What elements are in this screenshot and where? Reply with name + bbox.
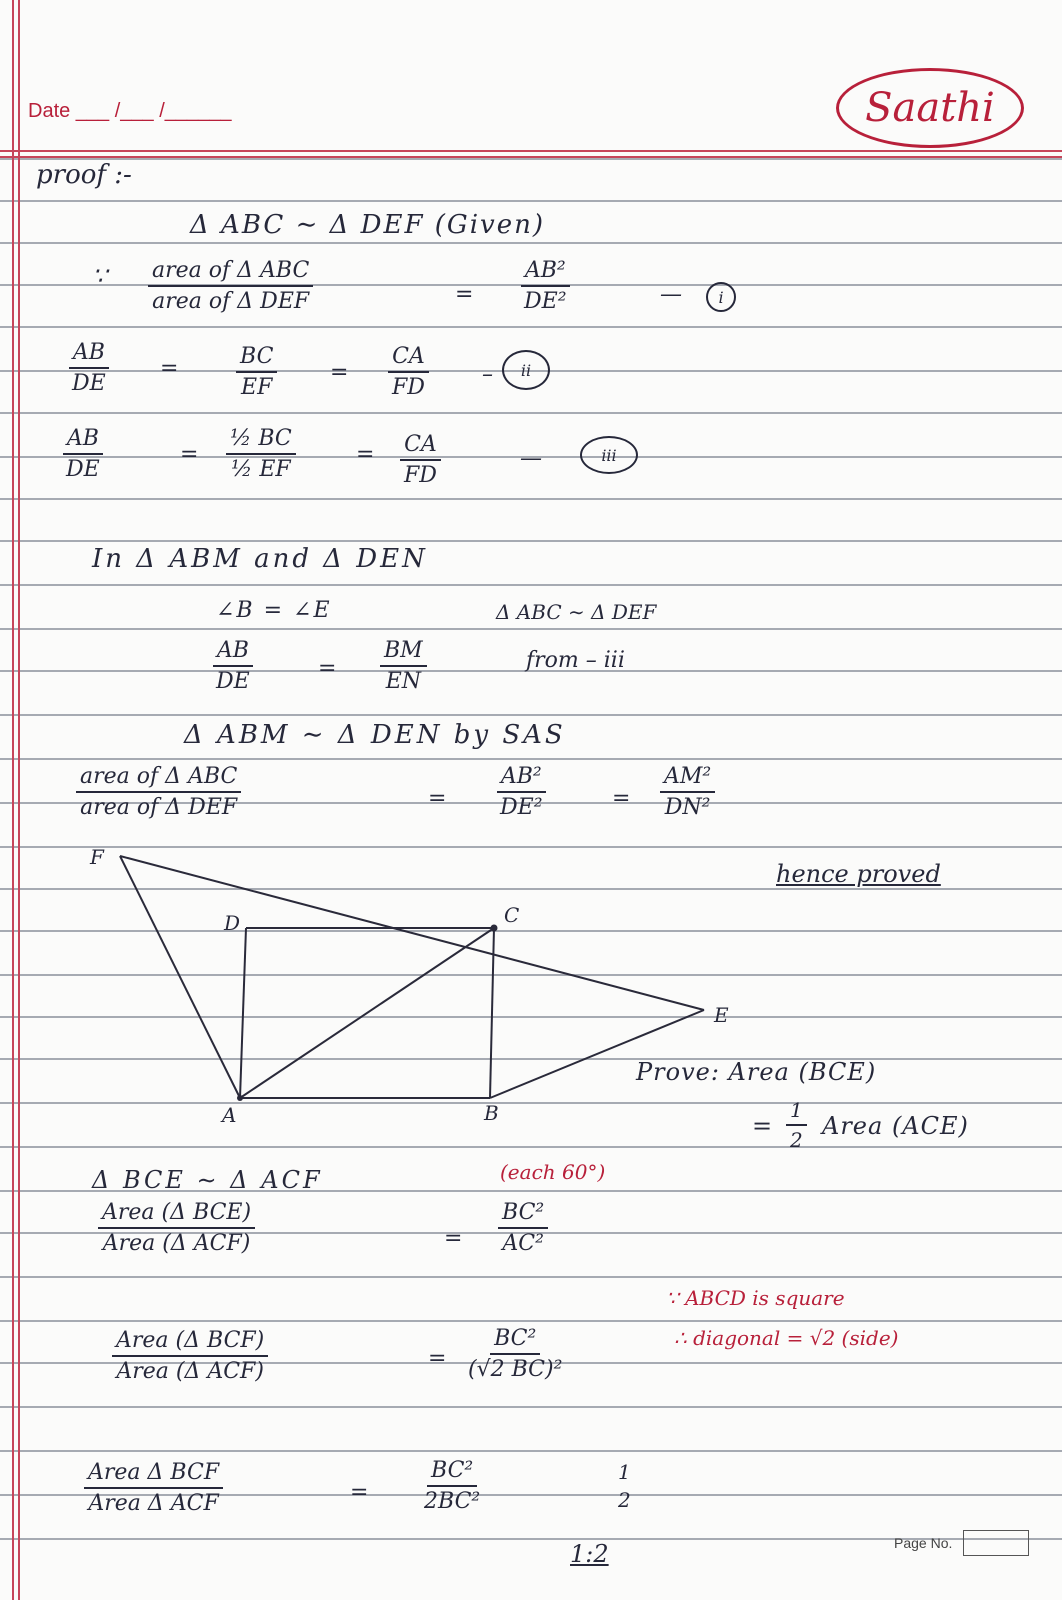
denominator: area of Δ DEF [80, 795, 238, 820]
point-c [491, 925, 498, 932]
numerator: AB [213, 638, 253, 667]
numerator: 1 [786, 1098, 807, 1126]
numerator: CA [388, 344, 429, 373]
equals-sign: = [180, 442, 199, 467]
denominator: FD [404, 463, 437, 488]
numerator: 1 [618, 1460, 631, 1484]
equals-sign: = [160, 356, 179, 381]
hence-proved: hence proved [776, 860, 941, 888]
equals-sign: = [455, 282, 474, 307]
numerator: BC [236, 344, 277, 373]
segment-fa [120, 856, 240, 1098]
denominator: AC² [502, 1231, 544, 1256]
equals-sign: = [350, 1480, 369, 1505]
reference-note: from – iii [526, 648, 625, 673]
label-d: D [224, 911, 241, 935]
segment-da [240, 928, 246, 1098]
numerator: AM² [660, 764, 715, 793]
label-a: A [222, 1103, 237, 1127]
denominator: EN [385, 669, 421, 694]
numerator: Area (Δ BCE) [98, 1200, 255, 1229]
denominator: DE² [500, 795, 543, 820]
final-ratio: 1:2 [570, 1540, 609, 1568]
denominator: ½ EF [231, 457, 291, 482]
area-ratio-fraction [84, 1460, 223, 1516]
angle-note: (each 60°) [500, 1160, 606, 1184]
because-symbol: ∵ [92, 262, 108, 290]
proof-title: proof :- [36, 160, 132, 190]
half-fraction [786, 1098, 807, 1152]
numerator: area of Δ ABC [76, 764, 241, 793]
dash: — [520, 446, 542, 471]
equals-sign: = [444, 1226, 463, 1251]
date-field: Date ___ /___ /______ [28, 100, 232, 122]
fraction-bc2-ac2 [498, 1200, 548, 1256]
equation-tag-1: i [706, 282, 736, 312]
equation-tag-2: ii [502, 350, 550, 390]
numerator: ½ BC [226, 426, 296, 455]
numerator: BM [380, 638, 427, 667]
denominator: EF [241, 375, 273, 400]
label-e: E [714, 1003, 729, 1027]
result-fraction [614, 1460, 635, 1512]
fraction-bc2-2bc2 [420, 1458, 484, 1514]
equals-sign: = [428, 1346, 447, 1371]
denominator: (√2 BC)² [468, 1357, 563, 1382]
equals-sign: = [318, 656, 337, 681]
equals-sign: = [428, 786, 447, 811]
denominator: 2BC² [424, 1489, 481, 1514]
area-ratio-fraction [112, 1328, 268, 1384]
denominator: DN² [664, 795, 711, 820]
similarity-sas: Δ ABM ∼ Δ DEN by SAS [184, 720, 566, 750]
numerator: BC² [490, 1326, 540, 1355]
denominator: DE [216, 669, 250, 694]
denominator: DE [72, 371, 106, 396]
denominator: 2 [618, 1488, 631, 1512]
denominator: 2 [790, 1128, 803, 1152]
segment-ac [240, 928, 494, 1098]
area-ratio-fraction [98, 1200, 255, 1256]
denominator: DE [66, 457, 100, 482]
numerator: BC² [427, 1458, 477, 1487]
numerator: area of Δ ABC [148, 258, 313, 287]
denominator: DE² [524, 289, 567, 314]
point-a [237, 1095, 243, 1101]
numerator: AB² [521, 258, 570, 287]
page-number-label: Page No. [894, 1535, 953, 1551]
prove-rhs: Area (ACE) [822, 1112, 969, 1140]
label-f: F [90, 845, 104, 869]
denominator: area of Δ DEF [152, 289, 310, 314]
label-b: B [484, 1101, 499, 1125]
segment-fe [120, 856, 704, 1010]
square-note: ∵ ABCD is square [666, 1286, 845, 1310]
denominator: Area (Δ ACF) [116, 1359, 264, 1384]
angle-equality: ∠B = ∠E [216, 598, 332, 623]
equation-tag-3: iii [580, 436, 638, 474]
numerator: AB² [497, 764, 546, 793]
equals-sign: = [356, 442, 375, 467]
given-statement: Δ ABC ∼ Δ DEF (Given) [190, 210, 545, 240]
numerator: AB [69, 340, 109, 369]
numerator: BC² [498, 1200, 548, 1229]
numerator: Area Δ BCF [84, 1460, 223, 1489]
numerator: AB [63, 426, 103, 455]
denominator: Area (Δ ACF) [102, 1231, 251, 1256]
page-number-box [963, 1530, 1029, 1556]
similarity-bce-acf: Δ BCE ∼ Δ ACF [92, 1166, 323, 1194]
equals-sign: = [612, 786, 631, 811]
brand-name: Saathi [865, 85, 995, 131]
denominator: Area Δ ACF [88, 1491, 219, 1516]
equals-sign: = [752, 1112, 773, 1140]
triangles-statement: In Δ ABM and Δ DEN [92, 544, 428, 574]
dash: — [660, 282, 682, 307]
denominator: FD [392, 375, 425, 400]
prove-statement: Prove: Area (BCE) [636, 1058, 877, 1086]
fraction-bc2-root2bc2 [464, 1326, 566, 1382]
equals-sign: = [330, 360, 349, 385]
label-c: C [504, 903, 520, 927]
similarity-reason: Δ ABC ∼ Δ DEF [496, 600, 657, 624]
numerator: Area (Δ BCF) [112, 1328, 268, 1357]
diagonal-note: ∴ diagonal = √2 (side) [674, 1326, 899, 1350]
numerator: CA [400, 432, 441, 461]
dash: – [482, 362, 493, 387]
